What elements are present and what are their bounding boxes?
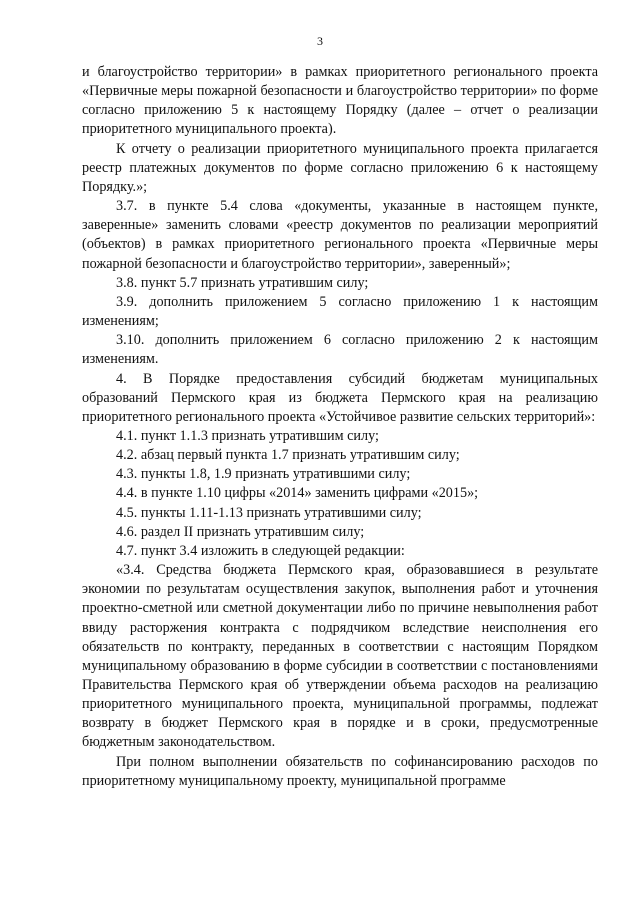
paragraph-3-7: 3.7. в пункте 5.4 слова «документы, указанные в настоящем пункте, заверенные» заменить словами «реестр документов по реализации мероприятий (объектов) в рамках приоритетного регионального проекта «Первичные меры пожарной безопасности и благоустройство территории», заверенный»; xyxy=(82,198,598,272)
paragraph-continuation: и благоустройство территории» в рамках приоритетного регионального проекта «Первичные меры пожарной безопасности и благоустройство территории» по форме согласно приложению 5 к настоящему Порядку (далее – отчет о реализации приоритетного муниципального проекта). xyxy=(82,64,598,138)
paragraph-4-5: 4.5. пункты 1.11-1.13 признать утратившими силу; xyxy=(116,504,422,521)
paragraph-4: 4. В Порядке предоставления субсидий бюджетам муниципальных образований Пермского края из бюджета Пермского края на реализацию приоритетного регионального проекта «Устойчивое развитие сельских территорий»: xyxy=(82,370,598,425)
paragraph-4-1: 4.1. пункт 1.1.3 признать утратившим силу; xyxy=(116,427,379,444)
paragraph-report-attachment: К отчету о реализации приоритетного муниципального проекта прилагается реестр платежных документов по форме согласно приложению 6 к настоящему Порядку.»; xyxy=(82,140,598,195)
paragraph-3-9: 3.9. дополнить приложением 5 согласно приложению 1 к настоящим изменениям; xyxy=(82,293,598,330)
paragraph-cofinancing: При полном выполнении обязательств по софинансированию расходов по приоритетному муниципальному проекту, муниципальной программе xyxy=(82,753,598,789)
document-body xyxy=(82,63,598,791)
paragraph-4-3: 4.3. пункты 1.8, 1.9 признать утратившими силу; xyxy=(116,466,411,483)
paragraph-4-6: 4.6. раздел II признать утратившим силу; xyxy=(116,523,365,540)
page-number: 3 xyxy=(317,34,323,48)
paragraph-3-4-quote: «3.4. Средства бюджета Пермского края, образовавшиеся в результате экономии по результатам осуществления закупок, выполнения работ и уточнения проектно-сметной или сметной документации либо по причине невыполнения работ ввиду расторжения контракта с подрядчиком вследствие неисполнения его обязательств по контракту, переданных в соответствии с настоящим Порядком муниципальному образованию в форме субсидии в соответствии с постановлениями Правительства Пермского края об утверждении объема расходов на реализацию приоритетного муниципального проекта, муниципальной программы, подлежат возврату в бюджет Пермского края в порядке и в сроки, предусмотренные бюджетным законодательством. xyxy=(82,562,598,751)
paragraph-4-2: 4.2. абзац первый пункта 1.7 признать утратившим силу; xyxy=(116,447,460,464)
paragraph-3-10: 3.10. дополнить приложением 6 согласно приложению 2 к настоящим изменениям. xyxy=(82,332,598,368)
paragraph-4-7: 4.7. пункт 3.4 изложить в следующей редакции: xyxy=(116,542,405,559)
paragraph-3-8: 3.8. пункт 5.7 признать утратившим силу; xyxy=(116,274,369,291)
paragraph-4-4: 4.4. в пункте 1.10 цифры «2014» заменить цифрами «2015»; xyxy=(116,485,479,502)
